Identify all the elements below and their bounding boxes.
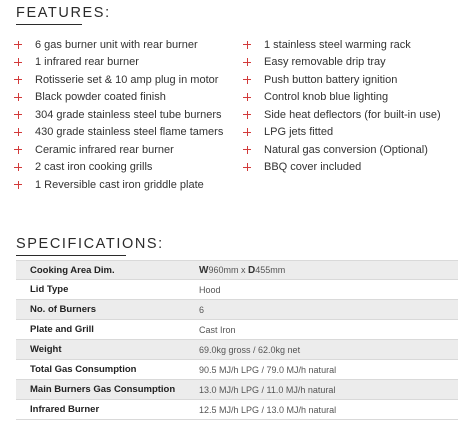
- feature-text: 2 cast iron cooking grills: [35, 161, 153, 174]
- spec-value: 12.5 MJ/h LPG / 13.0 MJ/h natural: [199, 404, 337, 415]
- table-row: [16, 400, 458, 420]
- spec-label: Main Burners Gas Consumption: [30, 384, 176, 395]
- feature-item: [14, 36, 244, 54]
- table-row: [16, 360, 458, 380]
- feature-text: Side heat deflectors (for built-in use): [264, 108, 441, 121]
- feature-item: [14, 124, 244, 142]
- plus-icon: [14, 146, 22, 154]
- feature-item: [14, 71, 244, 89]
- feature-item: [243, 141, 458, 159]
- feature-item: [14, 141, 244, 159]
- spec-value: Hood: [199, 284, 221, 295]
- spec-label: Total Gas Consumption: [30, 364, 137, 375]
- spec-label: Lid Type: [30, 284, 69, 295]
- feature-text: 1 stainless steel warming rack: [264, 38, 411, 51]
- feature-text: Control knob blue lighting: [264, 91, 389, 104]
- plus-icon: [14, 128, 22, 136]
- features-underline: [16, 24, 82, 25]
- spec-label: Cooking Area Dim.: [30, 264, 115, 276]
- plus-icon: [14, 76, 22, 84]
- plus-icon: [14, 181, 22, 189]
- specifications-title: SPECIFICATIONS:: [16, 236, 164, 252]
- plus-icon: [243, 128, 251, 136]
- depth-value: 455mm: [255, 264, 286, 275]
- spec-label: Infrared Burner: [30, 404, 100, 415]
- table-row: [16, 280, 458, 300]
- feature-text: LPG jets fitted: [264, 126, 334, 139]
- width-value: 960mm x: [208, 264, 248, 275]
- features-list-left: [14, 36, 244, 194]
- plus-icon: [14, 58, 22, 66]
- feature-item: [243, 124, 458, 142]
- specifications-underline: [16, 255, 126, 256]
- feature-item: [243, 89, 458, 107]
- feature-text: Ceramic infrared rear burner: [35, 143, 174, 156]
- feature-item: [243, 36, 458, 54]
- plus-icon: [14, 93, 22, 101]
- feature-text: Rotisserie set & 10 amp plug in motor: [35, 73, 219, 86]
- spec-label: Plate and Grill: [30, 324, 94, 335]
- features-title: FEATURES:: [16, 5, 111, 21]
- feature-item: [14, 159, 244, 177]
- spec-value: [199, 265, 458, 276]
- spec-value: 69.0kg gross / 62.0kg net: [199, 344, 301, 355]
- depth-prefix: D: [247, 264, 256, 276]
- spec-label: Weight: [30, 344, 62, 355]
- table-row: [16, 340, 458, 360]
- plus-icon: [243, 111, 251, 119]
- feature-item: [14, 106, 244, 124]
- spec-value: 90.5 MJ/h LPG / 79.0 MJ/h natural: [199, 364, 337, 375]
- feature-text: Push button battery ignition: [264, 73, 398, 86]
- table-row: [16, 260, 458, 280]
- feature-text: 304 grade stainless steel tube burners: [35, 108, 222, 121]
- plus-icon: [243, 163, 251, 171]
- plus-icon: [243, 76, 251, 84]
- plus-icon: [243, 41, 251, 49]
- table-row: [16, 380, 458, 400]
- table-row: [16, 320, 458, 340]
- plus-icon: [14, 41, 22, 49]
- feature-text: BBQ cover included: [264, 161, 362, 174]
- feature-text: 1 infrared rear burner: [35, 56, 139, 69]
- feature-text: Black powder coated finish: [35, 91, 166, 104]
- spec-label: No. of Burners: [30, 304, 96, 315]
- feature-text: 1 Reversible cast iron griddle plate: [35, 178, 204, 191]
- plus-icon: [14, 163, 22, 171]
- spec-value: 13.0 MJ/h LPG / 11.0 MJ/h natural: [199, 384, 336, 395]
- plus-icon: [243, 58, 251, 66]
- feature-item: [243, 71, 458, 89]
- specifications-table: [16, 260, 458, 420]
- feature-item: [14, 176, 244, 194]
- width-prefix: W: [199, 264, 209, 276]
- plus-icon: [243, 93, 251, 101]
- spec-value: 6: [199, 304, 205, 315]
- features-list-right: [243, 36, 458, 176]
- plus-icon: [14, 111, 22, 119]
- feature-item: [14, 54, 244, 72]
- feature-text: Natural gas conversion (Optional): [264, 143, 428, 156]
- feature-text: Easy removable drip tray: [264, 56, 386, 69]
- feature-item: [243, 159, 458, 177]
- feature-text: 430 grade stainless steel flame tamers: [35, 126, 224, 139]
- spec-value: Cast Iron: [199, 324, 236, 335]
- feature-item: [243, 54, 458, 72]
- feature-item: [14, 89, 244, 107]
- plus-icon: [243, 146, 251, 154]
- feature-text: 6 gas burner unit with rear burner: [35, 38, 198, 51]
- feature-item: [243, 106, 458, 124]
- table-row: [16, 300, 458, 320]
